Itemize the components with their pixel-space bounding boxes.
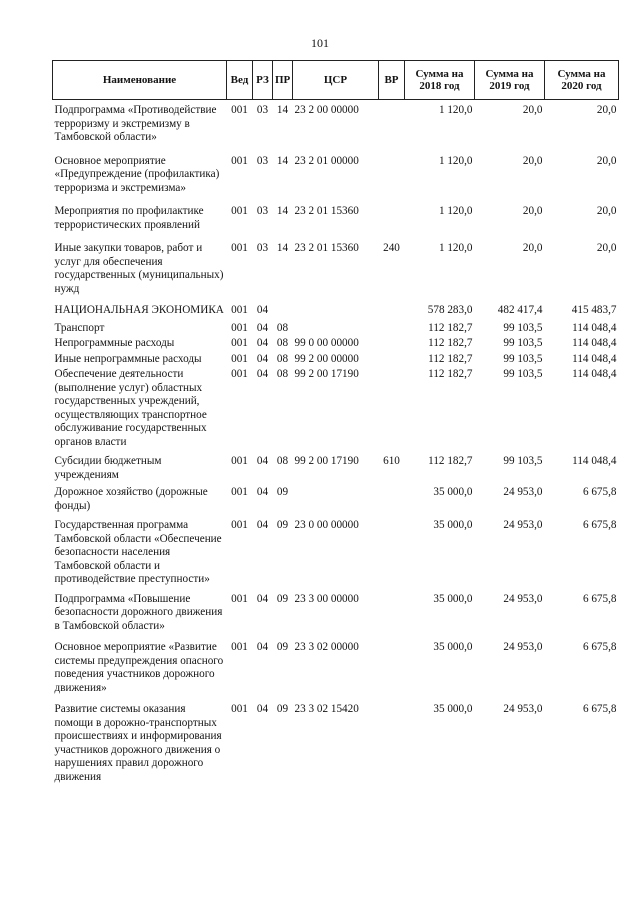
row-sum-2020: 6 675,8	[582, 641, 617, 653]
row-csr: 23 3 02 15420	[294, 703, 359, 715]
table-row	[53, 335, 619, 351]
row-rz: 03	[256, 205, 269, 217]
table-row	[53, 482, 619, 513]
row-vr	[379, 318, 405, 336]
header-sum-2018: Сумма на 2018 год	[405, 61, 475, 100]
row-sum-2019: 24 953,0	[503, 641, 543, 653]
row-sum-2019: 24 953,0	[503, 486, 543, 498]
row-pr: 09	[276, 519, 289, 531]
row-sum-2020: 114 048,4	[572, 321, 617, 334]
row-csr: 23 2 00 00000	[294, 104, 359, 116]
row-sum-2018: 112 182,7	[428, 455, 473, 467]
row-rz: 03	[256, 104, 269, 116]
row-pr: 08	[276, 368, 289, 380]
row-name: Подпрограмма «Противодействие терроризму и экстремизму в Тамбовской области»	[54, 104, 217, 143]
row-ved: 001	[231, 304, 248, 316]
row-rz: 04	[256, 592, 269, 605]
row-rz: 04	[256, 519, 269, 531]
table-row	[53, 100, 619, 145]
budget-table	[52, 60, 619, 784]
row-rz: 04	[256, 641, 269, 653]
row-sum-2019: 99 103,5	[503, 352, 543, 365]
row-sum-2020: 6 675,8	[582, 592, 617, 605]
row-sum-2020: 20,0	[596, 242, 617, 254]
row-name: Обеспечение деятельности (выполнение услуг) областных государственных учреждений, осуществляющих транспортное обслуживание государственных органов власти	[54, 368, 207, 448]
table-row	[53, 351, 619, 367]
row-sum-2020: 114 048,4	[572, 455, 617, 467]
header-rz: РЗ	[253, 61, 273, 100]
row-pr: 08	[276, 352, 289, 365]
row-sum-2018: 112 182,7	[428, 352, 473, 365]
row-csr	[293, 318, 379, 336]
row-vr	[379, 100, 405, 145]
row-csr: 99 2 00 00000	[294, 352, 359, 365]
row-rz: 04	[256, 304, 269, 316]
table-row	[53, 232, 619, 296]
row-pr: 09	[276, 703, 289, 715]
row-ved: 001	[231, 205, 248, 217]
table-row	[53, 195, 619, 232]
row-csr: 23 2 01 00000	[294, 154, 359, 167]
row-csr: 23 0 00 00000	[294, 519, 359, 531]
row-sum-2020: 6 675,8	[582, 519, 617, 531]
row-sum-2019: 99 103,5	[503, 321, 543, 334]
row-vr	[379, 335, 405, 351]
row-csr: 23 2 01 15360	[294, 242, 359, 254]
row-sum-2020: 114 048,4	[572, 337, 617, 349]
row-vr	[379, 513, 405, 587]
header-name: Наименование	[53, 61, 227, 100]
row-name: Иные закупки товаров, работ и услуг для обеспечения государственных (муниципальных) нужд	[54, 242, 224, 295]
row-name: Основное мероприятие «Предупреждение (профилактика) терроризма и экстремизма»	[54, 154, 220, 194]
row-vr: 610	[383, 455, 400, 467]
row-csr: 99 0 00 00000	[294, 337, 359, 349]
header-sum-2019: Сумма на 2019 год	[475, 61, 545, 100]
row-vr: 240	[383, 242, 400, 254]
row-sum-2019: 99 103,5	[503, 368, 543, 380]
row-name: Основное мероприятие «Развитие системы предупреждения опасного поведения участников дорожного движения»	[54, 641, 224, 694]
row-pr: 14	[276, 154, 289, 167]
row-rz: 03	[256, 154, 269, 167]
row-vr	[379, 195, 405, 232]
row-sum-2020: 114 048,4	[572, 368, 617, 380]
row-vr	[379, 366, 405, 449]
row-sum-2019: 482 417,4	[497, 304, 543, 316]
row-rz: 04	[256, 352, 269, 365]
row-ved: 001	[231, 519, 248, 531]
row-sum-2018: 112 182,7	[428, 321, 473, 334]
row-sum-2019: 20,0	[522, 205, 543, 217]
row-pr: 14	[276, 104, 289, 116]
row-name: НАЦИОНАЛЬНАЯ ЭКОНОМИКА	[54, 304, 224, 316]
row-csr	[293, 296, 379, 318]
row-ved: 001	[231, 242, 248, 254]
row-sum-2019: 20,0	[522, 154, 543, 167]
row-name: Развитие системы оказания помощи в дорожно-транспортных происшествиях и информирования участников дорожного движения о нарушениях правил дорожного движения	[54, 703, 222, 783]
row-vr	[379, 587, 405, 634]
row-sum-2018: 1 120,0	[438, 205, 473, 217]
table-row	[53, 695, 619, 784]
header-vr: ВР	[379, 61, 405, 100]
row-ved: 001	[231, 703, 248, 715]
row-rz: 04	[256, 321, 269, 334]
row-name: Подпрограмма «Повышение безопасности дорожного движения в Тамбовской области»	[54, 592, 223, 632]
row-pr	[273, 296, 293, 318]
row-csr: 99 2 00 17190	[294, 455, 359, 467]
row-sum-2018: 112 182,7	[428, 337, 473, 349]
row-ved: 001	[231, 641, 248, 653]
row-sum-2019: 99 103,5	[503, 337, 543, 349]
table-body	[53, 100, 619, 785]
row-rz: 04	[256, 703, 269, 715]
row-rz: 04	[256, 368, 269, 380]
row-sum-2020: 20,0	[596, 205, 617, 217]
row-name: Дорожное хозяйство (дорожные фонды)	[54, 486, 208, 512]
row-ved: 001	[231, 592, 248, 605]
row-vr	[379, 695, 405, 784]
row-sum-2019: 24 953,0	[503, 519, 543, 531]
row-sum-2018: 112 182,7	[428, 368, 473, 380]
row-vr	[379, 633, 405, 695]
row-ved: 001	[231, 154, 248, 167]
row-ved: 001	[231, 368, 248, 380]
row-csr: 23 3 00 00000	[294, 592, 359, 605]
row-name: Иные непрограммные расходы	[54, 352, 202, 365]
row-pr: 08	[276, 337, 289, 349]
row-sum-2018: 35 000,0	[433, 519, 473, 531]
row-name: Мероприятия по профилактике террористических проявлений	[54, 205, 204, 231]
row-rz: 03	[256, 242, 269, 254]
table-row	[53, 318, 619, 336]
row-sum-2020: 415 483,7	[571, 304, 617, 316]
row-vr	[379, 296, 405, 318]
row-name: Государственная программа Тамбовской области «Обеспечение безопасности населения Тамбовской области и противодействие преступности»	[54, 519, 222, 585]
table-row	[53, 296, 619, 318]
row-rz: 04	[256, 486, 269, 498]
row-ved: 001	[231, 321, 248, 334]
row-csr	[293, 482, 379, 513]
header-sum-2020: Сумма на 2020 год	[545, 61, 619, 100]
table-row	[53, 587, 619, 634]
row-ved: 001	[231, 455, 248, 467]
row-pr: 09	[276, 486, 289, 498]
row-sum-2019: 20,0	[522, 242, 543, 254]
row-vr	[379, 351, 405, 367]
row-pr: 08	[276, 321, 289, 334]
row-sum-2018: 1 120,0	[438, 104, 473, 116]
row-ved: 001	[231, 104, 248, 116]
header-pr: ПР	[273, 61, 293, 100]
row-sum-2019: 24 953,0	[503, 703, 543, 715]
row-ved: 001	[231, 337, 248, 349]
row-sum-2019: 99 103,5	[503, 455, 543, 467]
row-sum-2018: 1 120,0	[438, 242, 473, 254]
row-sum-2018: 35 000,0	[433, 703, 473, 715]
row-vr	[379, 482, 405, 513]
row-name: Транспорт	[54, 321, 105, 334]
row-pr: 08	[276, 455, 289, 467]
row-name: Непрограммные расходы	[54, 337, 175, 349]
row-sum-2018: 35 000,0	[433, 641, 473, 653]
row-pr: 14	[276, 242, 289, 254]
row-sum-2018: 1 120,0	[438, 154, 473, 167]
row-sum-2018: 35 000,0	[433, 486, 473, 498]
row-sum-2020: 6 675,8	[582, 703, 617, 715]
row-sum-2019: 20,0	[522, 104, 543, 116]
table-row	[53, 449, 619, 482]
row-csr: 23 3 02 00000	[294, 641, 359, 653]
row-sum-2020: 20,0	[596, 154, 617, 167]
row-ved: 001	[231, 486, 248, 498]
row-rz: 04	[256, 337, 269, 349]
row-sum-2020: 20,0	[596, 104, 617, 116]
row-pr: 09	[276, 641, 289, 653]
row-csr: 23 2 01 15360	[294, 205, 359, 217]
page-number: 101	[311, 36, 329, 50]
row-sum-2020: 6 675,8	[582, 486, 617, 498]
row-name: Субсидии бюджетным учреждениям	[54, 455, 162, 481]
row-csr: 99 2 00 17190	[294, 368, 359, 380]
row-sum-2018: 578 283,0	[427, 304, 473, 316]
row-sum-2018: 35 000,0	[433, 592, 473, 605]
table-row	[53, 633, 619, 695]
row-rz: 04	[256, 455, 269, 467]
header-csr: ЦСР	[293, 61, 379, 100]
table-header-row	[53, 61, 619, 100]
table-row	[53, 145, 619, 196]
row-pr: 14	[276, 205, 289, 217]
row-vr	[379, 145, 405, 196]
header-ved: Вед	[227, 61, 253, 100]
row-pr: 09	[276, 592, 289, 605]
row-sum-2019: 24 953,0	[503, 592, 543, 605]
row-ved: 001	[231, 352, 248, 365]
table-row	[53, 366, 619, 449]
table-row	[53, 513, 619, 587]
row-sum-2020: 114 048,4	[572, 352, 617, 365]
